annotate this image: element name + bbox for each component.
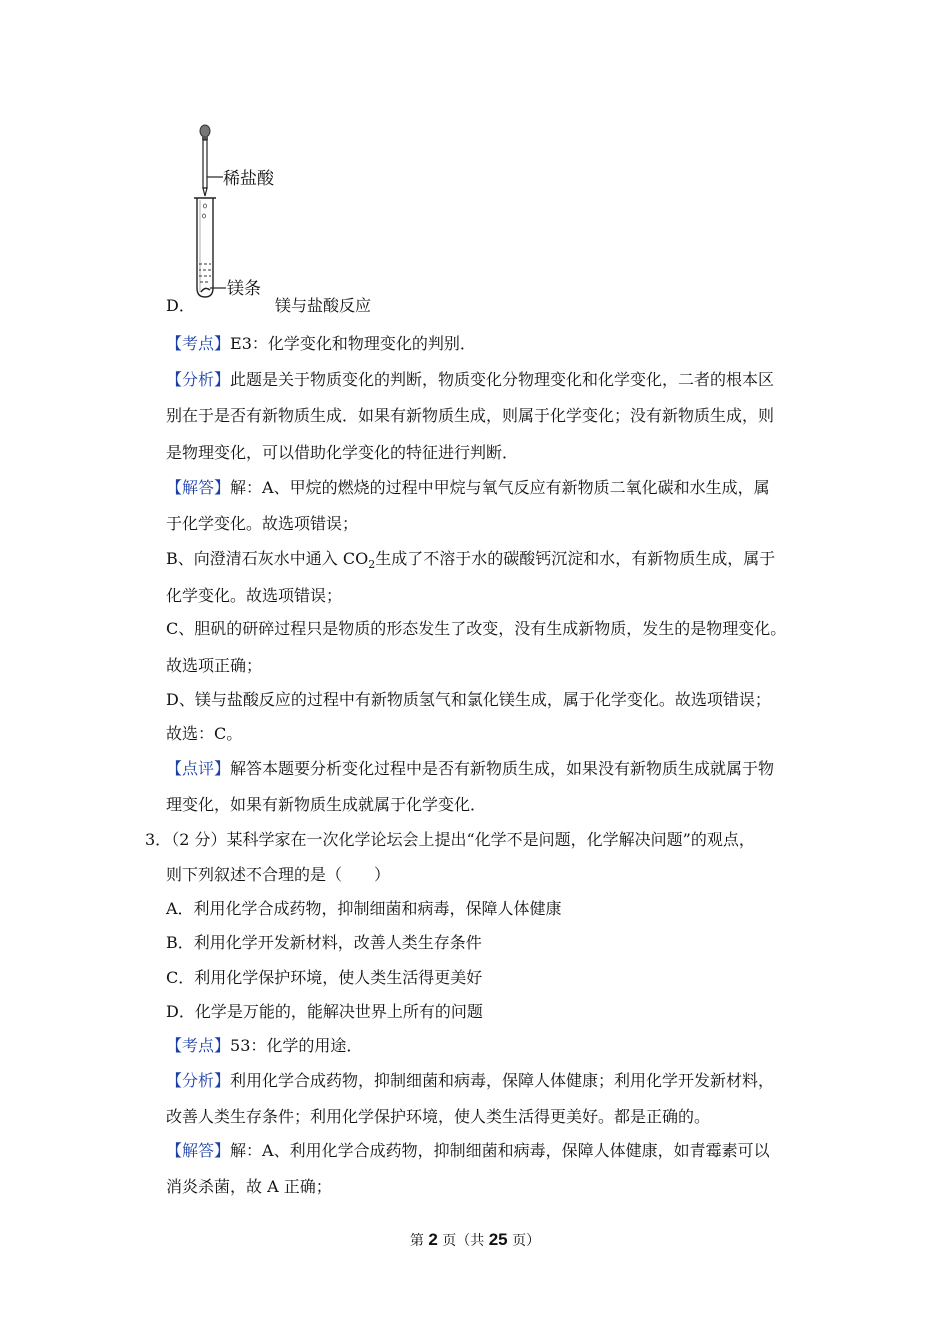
- option-d: [166, 296, 372, 316]
- q3-kaodian-text: 53：化学的用途．: [230, 1036, 363, 1055]
- q2-kaodian: [166, 334, 476, 354]
- dropper-tip: [203, 188, 207, 196]
- drop: [203, 214, 206, 218]
- q3-jieda-text: 解：A、利用化学合成药物，抑制细菌和病毒，保障人体健康，如青霉素可以: [230, 1141, 770, 1160]
- dropper-bulb: [200, 125, 210, 137]
- dropper-label: 稀盐酸: [223, 169, 274, 189]
- q3-stem-line-1: [145, 830, 755, 850]
- footer-middle: 页（共: [442, 1233, 485, 1249]
- co2-subscript: 2: [368, 558, 376, 572]
- q2-dianping-line-2: 理变化，如果有新物质生成就属于化学变化．: [166, 795, 487, 814]
- q2-dianping-line-1: [166, 759, 774, 779]
- jieda-text: 解：A、甲烷的燃烧的过程中甲烷与氧气反应有新物质二氧化碳和水生成，属: [230, 478, 770, 497]
- magnesium-strip: [201, 288, 210, 292]
- drop: [204, 204, 207, 208]
- footer-prefix: 第: [409, 1233, 424, 1249]
- footer-total-pages: 25: [488, 1230, 508, 1249]
- kaodian-text: E3：化学变化和物理变化的判别．: [230, 334, 476, 353]
- q2-jieda-line-2: 于化学变化。故选项错误；: [166, 514, 359, 533]
- q3-option-d: D．化学是万能的，能解决世界上所有的问题: [166, 1002, 483, 1021]
- footer-page-number: 2: [428, 1230, 438, 1249]
- jieda-tag: 【解答】: [166, 478, 231, 497]
- q3-kaodian-tag: 【考点】: [166, 1036, 231, 1055]
- dianping-tag: 【点评】: [166, 759, 231, 778]
- q2-b-line-2: 化学变化。故选项错误；: [166, 586, 343, 605]
- dropper-collar: [202, 136, 208, 140]
- q2-fenxi-line-2: 别在于是否有新物质生成．如果有新物质生成，则属于化学变化；没有新物质生成，则: [166, 406, 775, 425]
- q2-c-line-1: C、胆矾的研碎过程只是物质的形态发生了改变，没有生成新物质，发生的是物理变化。: [166, 619, 787, 638]
- q3-number: 3．: [145, 830, 172, 849]
- q3-stem-line-2: 则下列叙述不合理的是（ ）: [166, 865, 391, 884]
- fenxi-text: 此题是关于物质变化的判断，物质变化分物理变化和化学变化，二者的根本区: [230, 370, 775, 389]
- fenxi-tag: 【分析】: [166, 370, 231, 389]
- q3-fenxi-line-1: [166, 1071, 774, 1091]
- q3-kaodian: [166, 1036, 362, 1056]
- q2-d-line: D、镁与盐酸反应的过程中有新物质氢气和氯化镁生成，属于化学变化。故选项错误；: [166, 690, 771, 709]
- liquid: [199, 264, 211, 282]
- q2-c-line-2: 故选项正确；: [166, 656, 263, 675]
- footer-suffix: 页）: [512, 1233, 541, 1249]
- q2-fenxi-line-3: 是物理变化，可以借助化学变化的特征进行判断．: [166, 443, 519, 462]
- q3-option-c: C．利用化学保护环境，使人类生活得更美好: [166, 968, 483, 987]
- option-d-text: 镁与盐酸反应: [275, 296, 372, 315]
- q3-jieda-line-2: 消炎杀菌，故 A 正确；: [166, 1177, 332, 1196]
- q3-fenxi-text: 利用化学合成药物，抑制细菌和病毒，保障人体健康；利用化学开发新材料，: [230, 1071, 775, 1090]
- q3-stem-text: （2 分）某科学家在一次化学论坛会上提出“化学不是问题，化学解决问题”的观点，: [171, 830, 755, 849]
- q2-answer: 故选：C。: [166, 724, 243, 743]
- page-footer: [0, 1230, 950, 1250]
- q3-fenxi-tag: 【分析】: [166, 1071, 231, 1090]
- q3-jieda-line-1: [166, 1141, 770, 1161]
- b-text-post: 生成了不溶于水的碳酸钙沉淀和水，有新物质生成，属于: [375, 549, 776, 568]
- q2-jieda-line-1: [166, 478, 770, 498]
- option-d-letter: D．: [166, 296, 195, 315]
- q3-jieda-tag: 【解答】: [166, 1141, 231, 1160]
- q3-fenxi-line-2: 改善人类生存条件；利用化学保护环境，使人类生活得更美好。都是正确的。: [166, 1107, 711, 1126]
- magnesium-hcl-apparatus-figure: [190, 120, 285, 305]
- q3-option-b: B．利用化学开发新材料，改善人类生存条件: [166, 933, 482, 952]
- q2-b-line-1: [166, 549, 775, 575]
- strip-label: 镁条: [227, 279, 261, 299]
- dianping-text: 解答本题要分析变化过程中是否有新物质生成，如果没有新物质生成就属于物: [230, 759, 775, 778]
- q2-fenxi-line-1: [166, 370, 774, 390]
- b-text-pre: B、向澄清石灰水中通入 CO: [166, 549, 369, 568]
- kaodian-tag: 【考点】: [166, 334, 231, 353]
- dropper-stem: [203, 140, 207, 188]
- q3-option-a: A．利用化学合成药物，抑制细菌和病毒，保障人体健康: [166, 899, 562, 918]
